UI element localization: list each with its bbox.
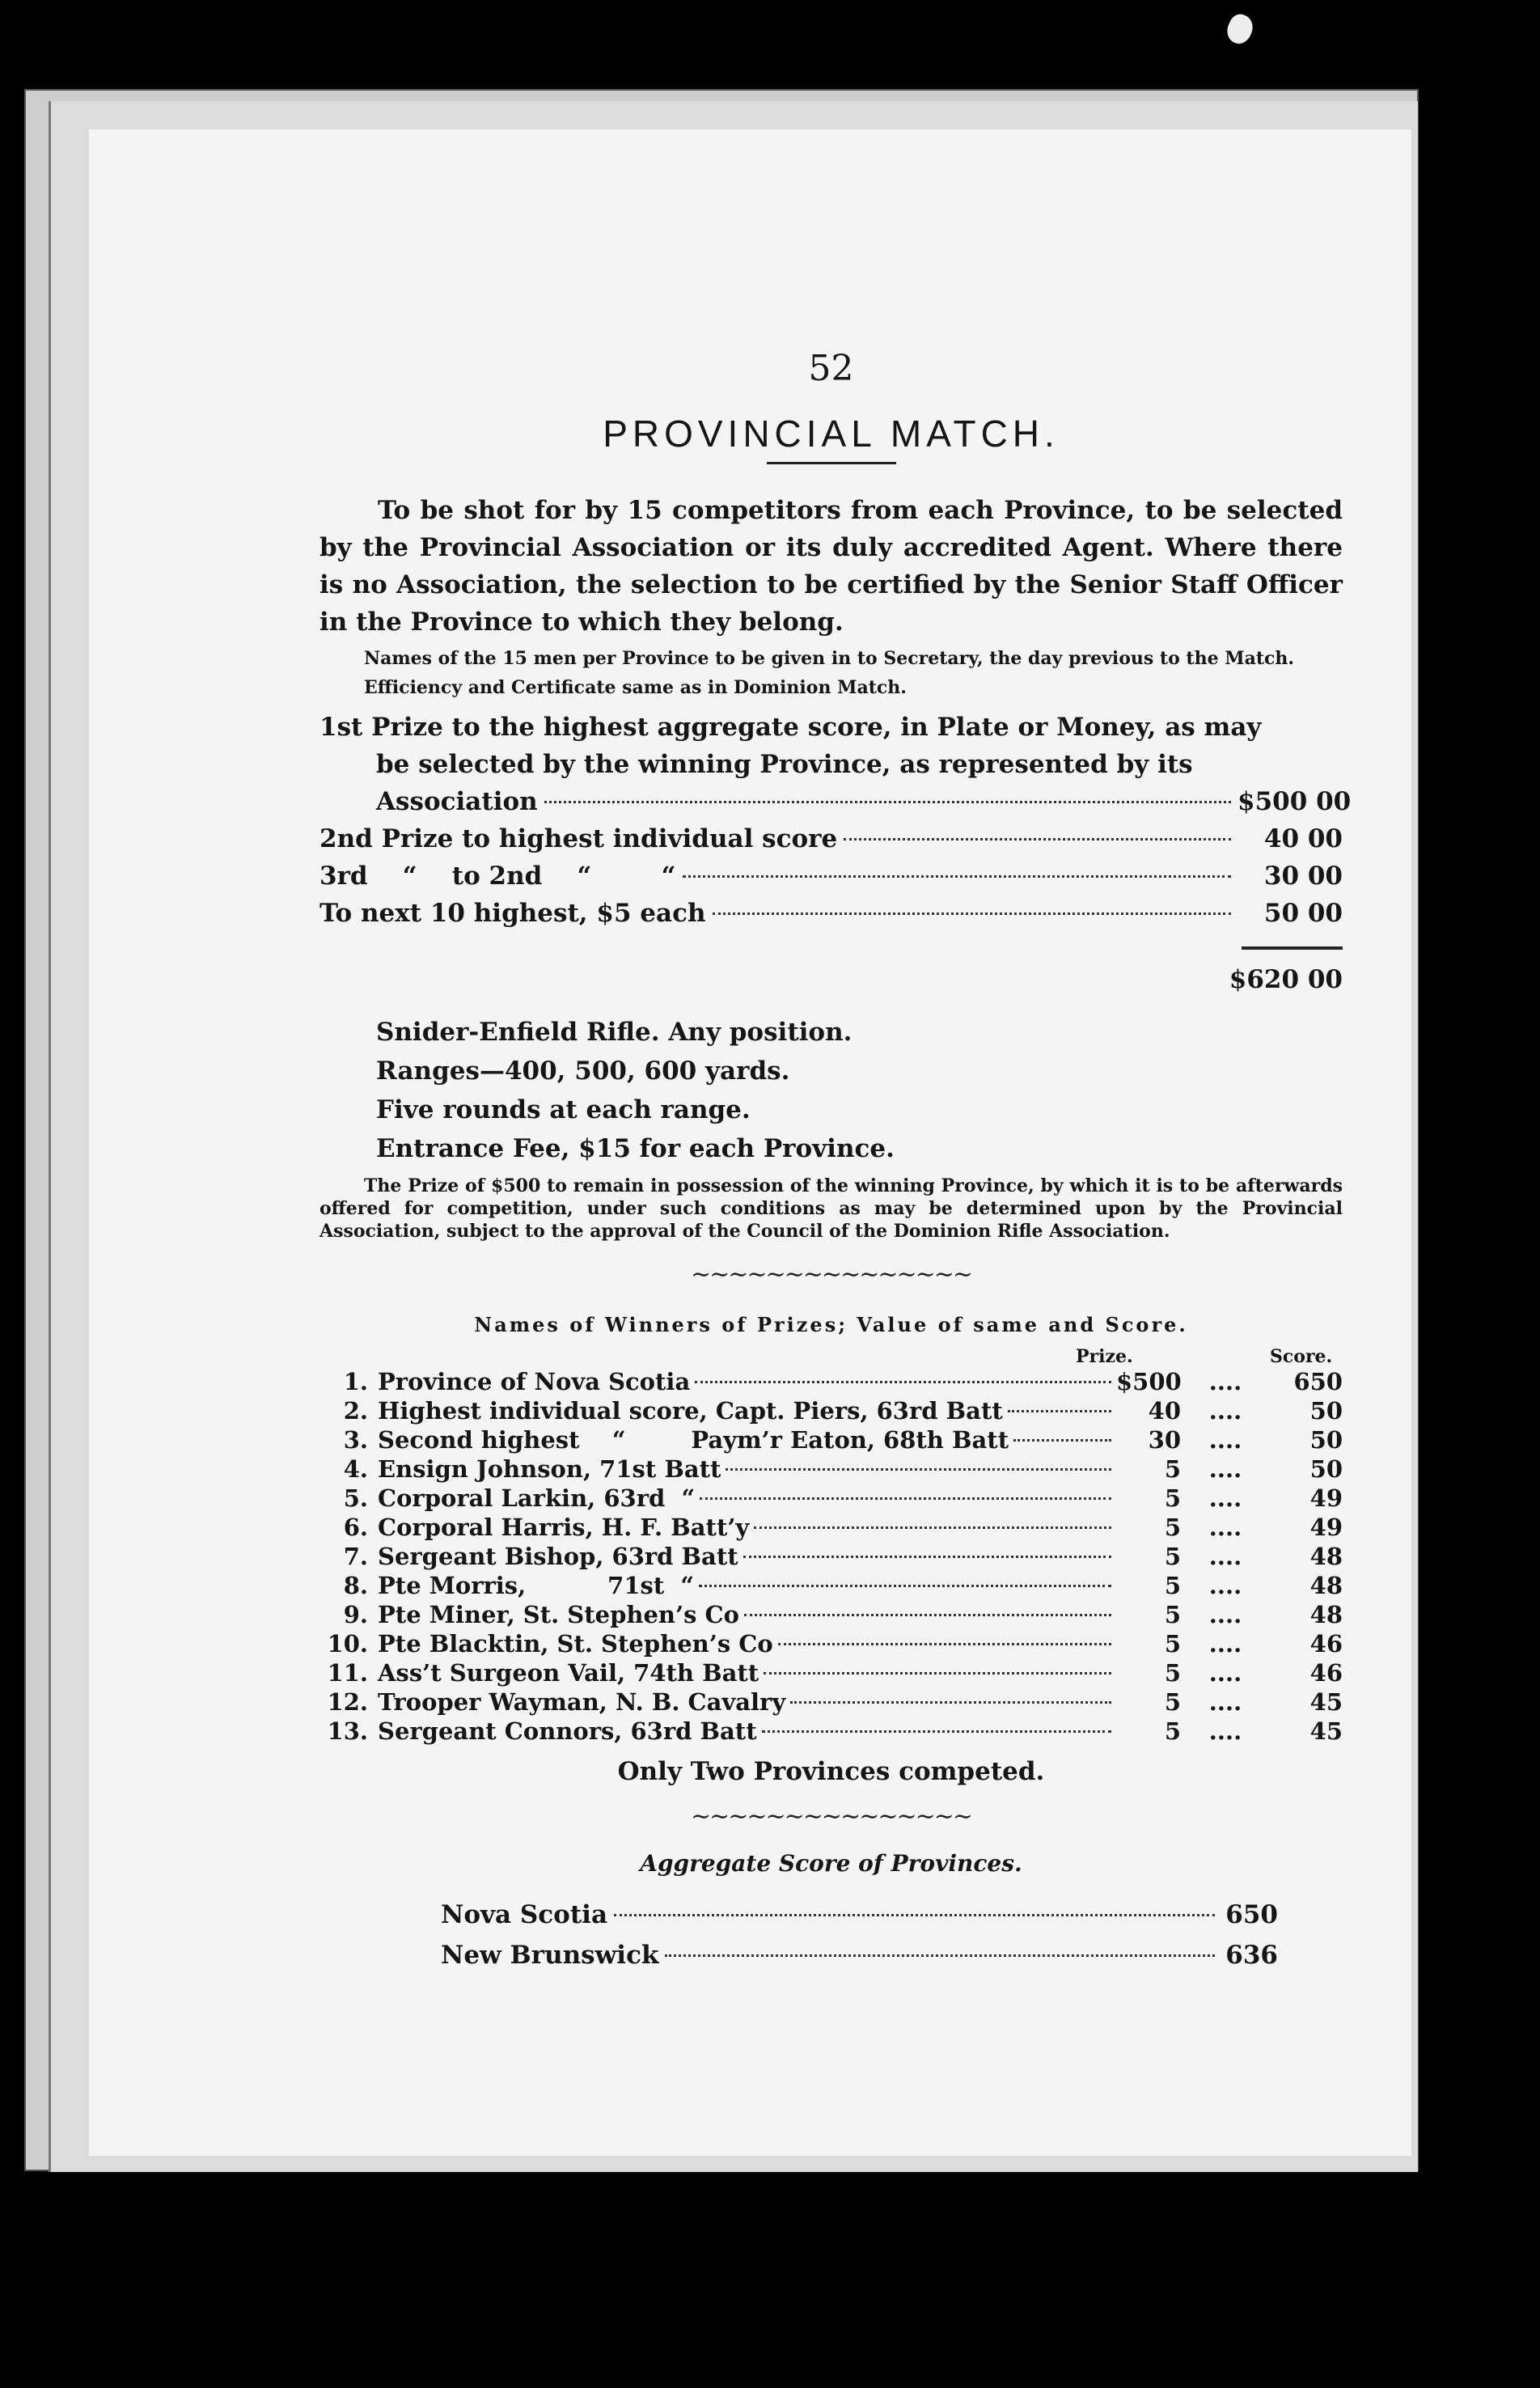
intro-paragraph: To be shot for by 15 competitors from each Province, to be selected by the Provincial Association or its duly accredited Agent. Where there is no Association, the selection to be certified by the Senior Staff Officer in the Province to which they belong. [319,496,1343,637]
winner-score: 48 [1309,1601,1343,1628]
aggregate-row [441,1935,1278,1975]
winner-row [319,1367,1343,1396]
winner-row [319,1600,1343,1629]
aggregate-title: Aggregate Score of Provinces. [640,1850,1022,1877]
leader-dots [665,1954,1215,1957]
condition-fee: Entrance Fee, $15 for each Province. [376,1134,895,1163]
winner-name: Pte Morris, 71st “ [378,1572,695,1599]
winner-prize: 5 [1164,1688,1181,1716]
winner-separator: .... [1208,1426,1242,1454]
province-score: 650 [1225,1900,1278,1929]
page-title: PROVINCIAL MATCH. [603,413,1060,455]
prize-row [319,783,1352,820]
title-rule [767,462,896,464]
prize-label: To next 10 highest, $5 each [319,899,706,928]
note-names: Names of the 15 men per Province to be given in to Secretary, the day previous to the Match. [364,648,1295,669]
prize-amount: 50 00 [1263,899,1343,928]
winner-name: Sergeant Connors, 63rd Batt [378,1717,757,1745]
winner-score: 50 [1309,1426,1343,1454]
condition-rounds: Five rounds at each range. [376,1095,751,1124]
winner-name: Pte Blacktin, St. Stephen’s Co [378,1630,773,1658]
leader-dots [713,912,1231,915]
prize-row [319,895,1343,932]
leader-dots [544,801,1231,803]
winner-row [319,1717,1343,1746]
winner-prize: 5 [1164,1572,1181,1599]
book-page [89,129,1411,2156]
prize-label: Association [376,787,538,816]
winner-separator: .... [1208,1717,1242,1745]
province-score: 636 [1225,1941,1278,1970]
prize-note: The Prize of $500 to remain in possession of the winning Province, by which it is to be afterwards offered for competition, under such conditions as may be determined upon by the Provincial Association, subject to the approval of the Council of the Dominion Rifle Association. [319,1175,1343,1242]
winner-name: Sergeant Bishop, 63rd Batt [378,1543,738,1570]
winner-score: 45 [1309,1717,1343,1745]
prize-amount: 30 00 [1263,862,1343,891]
aggregate-row [441,1895,1278,1935]
winner-prize: 5 [1164,1659,1181,1687]
prize-amount: $500 00 [1238,787,1352,816]
winner-prize: 5 [1164,1601,1181,1628]
winner-row [319,1484,1343,1513]
leader-dots [614,1914,1215,1916]
winner-number: 2. [343,1397,368,1425]
winner-score: 49 [1309,1514,1343,1541]
leader-dots [762,1730,1111,1733]
winners-list [319,1367,1343,1746]
prize-label: 2nd Prize to highest individual score [319,824,838,853]
wavy-divider: ∼∼∼∼∼∼∼∼∼∼∼∼∼∼∼ [690,1802,972,1831]
province-name: New Brunswick [441,1941,659,1970]
leader-dots [683,875,1232,878]
winner-row [319,1629,1343,1658]
leader-dots [1008,1410,1111,1412]
winner-prize: 5 [1164,1543,1181,1570]
winner-prize: 5 [1164,1514,1181,1541]
winner-separator: .... [1208,1543,1242,1570]
winner-row [319,1571,1343,1600]
province-name: Nova Scotia [441,1900,608,1929]
winner-name: Ass’t Surgeon Vail, 74th Batt [378,1659,759,1687]
leader-dots [695,1381,1111,1383]
winner-name: Highest individual score, Capt. Piers, 63rd Batt [378,1397,1003,1425]
condition-rifle: Snider-Enfield Rifle. Any position. [376,1018,852,1047]
leader-dots [754,1526,1111,1529]
winner-separator: .... [1208,1601,1242,1628]
note-efficiency: Efficiency and Certificate same as in Dominion Match. [364,677,907,698]
winner-score: 46 [1309,1630,1343,1658]
winner-separator: .... [1208,1630,1242,1658]
condition-ranges: Ranges—400, 500, 600 yards. [376,1056,790,1086]
prize-label: 3rd “ to 2nd “ “ [319,862,676,891]
winner-name: Second highest “ Paym’r Eaton, 68th Batt [378,1426,1009,1454]
winner-score: 48 [1309,1543,1343,1570]
winner-number: 12. [327,1688,368,1716]
winner-prize: 5 [1164,1717,1181,1745]
winner-prize: 30 [1148,1426,1181,1454]
prize-first-line1: 1st Prize to the highest aggregate score, in Plate or Money, as may [319,713,1262,742]
prize-total: $620 00 [1229,965,1343,994]
winner-number: 8. [343,1572,368,1599]
winner-separator: .... [1208,1659,1242,1687]
winner-name: Ensign Johnson, 71st Batt [378,1455,721,1483]
winner-separator: .... [1208,1368,1242,1395]
winner-row [319,1542,1343,1571]
leader-dots [764,1672,1111,1675]
winner-number: 9. [343,1601,368,1628]
winner-score: 50 [1309,1455,1343,1483]
winner-score: 46 [1309,1659,1343,1687]
winner-separator: .... [1208,1397,1242,1425]
winner-score: 50 [1309,1397,1343,1425]
winner-prize: 5 [1164,1455,1181,1483]
winner-row [319,1454,1343,1484]
leader-dots [726,1468,1111,1471]
prize-first-line2: be selected by the winning Province, as represented by its [376,750,1193,779]
winners-header [319,1346,1343,1367]
winner-number: 7. [343,1543,368,1570]
page-number: 52 [808,348,854,389]
winner-separator: .... [1208,1455,1242,1483]
winner-row [319,1687,1343,1717]
winner-name: Corporal Harris, H. F. Batt’y [378,1514,750,1541]
winner-row [319,1513,1343,1542]
winner-row [319,1658,1343,1687]
wavy-divider: ∼∼∼∼∼∼∼∼∼∼∼∼∼∼∼ [690,1260,972,1289]
leader-dots [743,1556,1111,1558]
winner-row [319,1425,1343,1454]
winner-number: 11. [327,1659,368,1687]
leader-dots [778,1643,1111,1645]
leader-dots [700,1497,1111,1500]
header-score: Score. [1270,1346,1333,1367]
leader-dots [1013,1439,1111,1442]
prize-row [319,820,1343,857]
winner-score: 49 [1309,1484,1343,1512]
winner-name: Province of Nova Scotia [378,1368,691,1395]
prize-amount: 40 00 [1263,824,1343,853]
winner-prize: 5 [1164,1630,1181,1658]
winner-score: 48 [1309,1572,1343,1599]
header-prize: Prize. [1076,1346,1133,1367]
scan-speck [1223,11,1257,47]
winner-separator: .... [1208,1572,1242,1599]
winner-number: 5. [343,1484,368,1512]
leader-dots [790,1701,1111,1704]
winner-score: 45 [1309,1688,1343,1716]
leader-dots [699,1585,1111,1587]
winner-row [319,1396,1343,1425]
winner-number: 1. [343,1368,368,1395]
winner-number: 3. [343,1426,368,1454]
conditions-list [319,1013,1343,1168]
winner-name: Trooper Wayman, N. B. Cavalry [378,1688,786,1716]
total-rule [1242,946,1343,950]
leader-dots [744,1614,1111,1616]
winner-score: 650 [1293,1368,1343,1395]
leader-dots [844,838,1231,840]
winner-number: 6. [343,1514,368,1541]
prize-list [319,709,1352,998]
winner-separator: .... [1208,1484,1242,1512]
winner-separator: .... [1208,1514,1242,1541]
winner-number: 13. [327,1717,368,1745]
only-two-note: Only Two Provinces competed. [617,1757,1045,1786]
winner-separator: .... [1208,1688,1242,1716]
prize-row [319,857,1343,895]
winner-number: 10. [327,1630,368,1658]
winner-name: Pte Miner, St. Stephen’s Co [378,1601,739,1628]
page-content [319,348,1352,1975]
winner-prize: 5 [1164,1484,1181,1512]
winner-prize: $500 [1116,1368,1182,1395]
winner-name: Corporal Larkin, 63rd “ [378,1484,696,1512]
winner-prize: 40 [1148,1397,1181,1425]
winner-number: 4. [343,1455,368,1483]
winners-title: Names of Winners of Prizes; Value of same and Score. [474,1313,1188,1336]
